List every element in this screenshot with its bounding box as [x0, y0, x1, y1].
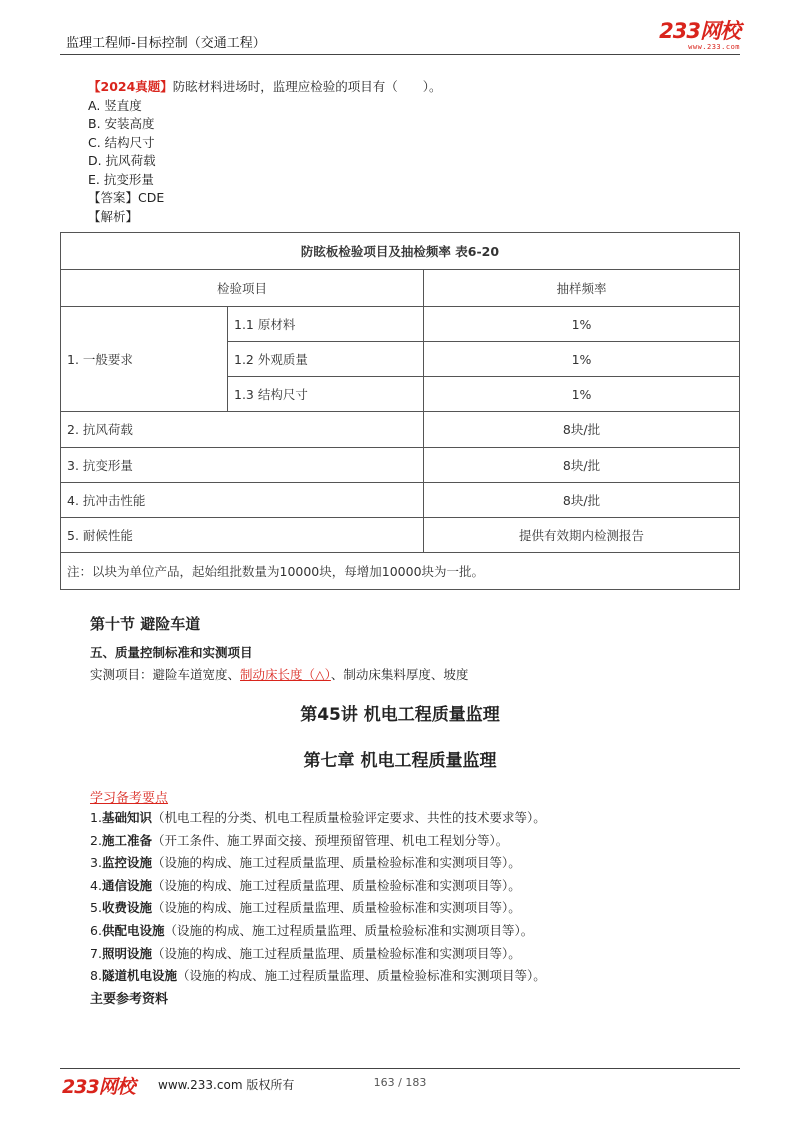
- table-cell-freq: 1%: [424, 377, 740, 412]
- lecture-title: 第45讲 机电工程质量监理: [300, 705, 500, 725]
- point-number: 6.: [90, 922, 102, 938]
- point-detail: （设施的构成、施工过程质量监理、质量检验标准和实测项目等）。: [151, 900, 521, 916]
- brand-logo: [659, 20, 740, 51]
- exam-question: [88, 78, 442, 226]
- point-detail: （机电工程的分类、机电工程质量检验评定要求、共性的技术要求等）。: [151, 810, 546, 825]
- table-cell-freq: 1%: [424, 342, 740, 377]
- point-number: 4.: [90, 877, 102, 893]
- measure-prefix: 实测项目：避险车道宽度、: [90, 667, 241, 682]
- chapter-title: 第七章 机电工程质量监理: [303, 751, 497, 771]
- table-row: [61, 482, 740, 517]
- point-number: 2.: [90, 832, 102, 848]
- logo-text: 233网校: [659, 19, 740, 43]
- table-header-item: 检验项目: [61, 270, 424, 307]
- header-title: 监理工程师-目标控制（交通工程）: [66, 36, 266, 51]
- footer-logo: 233网校: [62, 1076, 135, 1098]
- section-title: 第十节 避险车道: [90, 615, 201, 633]
- option-a: A. 竖直度: [88, 97, 142, 113]
- question-stem-line: [88, 78, 442, 97]
- measure-highlight: 制动床长度（△）: [240, 667, 331, 682]
- table-cell-freq: 提供有效期内检测报告: [424, 517, 740, 552]
- point-number: 3.: [90, 855, 102, 871]
- table-caption: 防眩板检验项目及抽检频率 表6-20: [61, 233, 740, 270]
- table-row: [61, 307, 740, 342]
- analysis-line: 【解析】: [88, 208, 139, 224]
- answer-line: 【答案】CDE: [88, 190, 165, 205]
- group-label: 1. 一般要求: [61, 307, 228, 412]
- question-tag: 【2024真题】: [88, 79, 173, 94]
- option-c: C. 结构尺寸: [88, 134, 155, 150]
- point-detail: （设施的构成、施工过程质量监理、质量检验标准和实测项目等）。: [151, 945, 521, 961]
- header-divider: [60, 54, 740, 55]
- section-subtitle: 五、质量控制标准和实测项目: [90, 645, 253, 660]
- table-cell-item: 3. 抗变形量: [61, 447, 424, 482]
- point-keyword: 监控设施: [101, 855, 152, 871]
- point-number: 1.: [90, 810, 102, 825]
- list-item: [90, 875, 546, 898]
- table-row: [61, 447, 740, 482]
- point-detail: （设施的构成、施工过程质量监理、质量检验标准和实测项目等）。: [151, 855, 521, 871]
- footer-copyright: www.233.com 版权所有: [158, 1078, 295, 1092]
- point-detail: （设施的构成、施工过程质量监理、质量检验标准和实测项目等）。: [151, 877, 521, 893]
- page-number: 163 / 183: [373, 1076, 427, 1089]
- table-cell-item: 1.2 外观质量: [228, 342, 424, 377]
- list-item: [90, 943, 546, 966]
- table-cell-item: 1.3 结构尺寸: [228, 377, 424, 412]
- point-keyword: 隧道机电设施: [101, 968, 177, 984]
- table-cell-freq: 1%: [424, 307, 740, 342]
- point-keyword: 施工准备: [101, 832, 152, 848]
- point-number: 8.: [90, 968, 102, 984]
- list-item: [90, 830, 546, 853]
- measure-suffix: 、制动床集料厚度、坡度: [330, 667, 469, 682]
- measure-items: [90, 665, 468, 683]
- footer-divider: [60, 1068, 740, 1069]
- point-keyword: 供配电设施: [101, 922, 165, 938]
- table-note: 注：以块为单位产品，起始组批数量为10000块，每增加10000块为一批。: [61, 553, 740, 590]
- question-stem: 防眩材料进场时，监理应检验的项目有（ ）。: [172, 79, 442, 94]
- logo-url: www.233.com: [688, 43, 740, 51]
- list-item: [90, 852, 546, 875]
- point-detail: （设施的构成、施工过程质量监理、质量检验标准和实测项目等）。: [176, 968, 546, 984]
- list-item: [90, 897, 546, 920]
- table-cell-item: 5. 耐候性能: [61, 517, 424, 552]
- table-row: [61, 412, 740, 447]
- point-detail: （开工条件、施工界面交接、预埋预留管理、机电工程划分等）。: [151, 832, 509, 848]
- point-keyword: 通信设施: [101, 877, 152, 893]
- table-cell-item: 2. 抗风荷载: [61, 412, 424, 447]
- point-number: 7.: [90, 945, 102, 961]
- study-points-list: [90, 807, 546, 988]
- point-keyword: 基础知识: [101, 810, 152, 825]
- table-cell-item: 4. 抗冲击性能: [61, 482, 424, 517]
- study-points-title: 学习备考要点: [90, 791, 169, 806]
- list-item: [90, 807, 546, 830]
- table-cell-freq: 8块/批: [424, 482, 740, 517]
- option-d: D. 抗风荷载: [88, 153, 156, 168]
- option-b: B. 安装高度: [88, 116, 155, 131]
- table-cell-item: 1.1 原材料: [228, 307, 424, 342]
- table-row: [61, 517, 740, 552]
- point-keyword: 照明设施: [101, 945, 152, 961]
- table-header-freq: 抽样频率: [424, 270, 740, 307]
- point-number: 5.: [90, 900, 102, 916]
- list-item: [90, 965, 546, 988]
- table-cell-freq: 8块/批: [424, 412, 740, 447]
- page-header: [60, 18, 740, 54]
- inspection-table: [60, 232, 740, 590]
- list-item: [90, 920, 546, 943]
- point-keyword: 收费设施: [101, 900, 152, 916]
- table-cell-freq: 8块/批: [424, 447, 740, 482]
- point-detail: （设施的构成、施工过程质量监理、质量检验标准和实测项目等）。: [164, 922, 534, 938]
- references-title: 主要参考资料: [90, 992, 169, 1007]
- option-e: E. 抗变形量: [88, 171, 154, 187]
